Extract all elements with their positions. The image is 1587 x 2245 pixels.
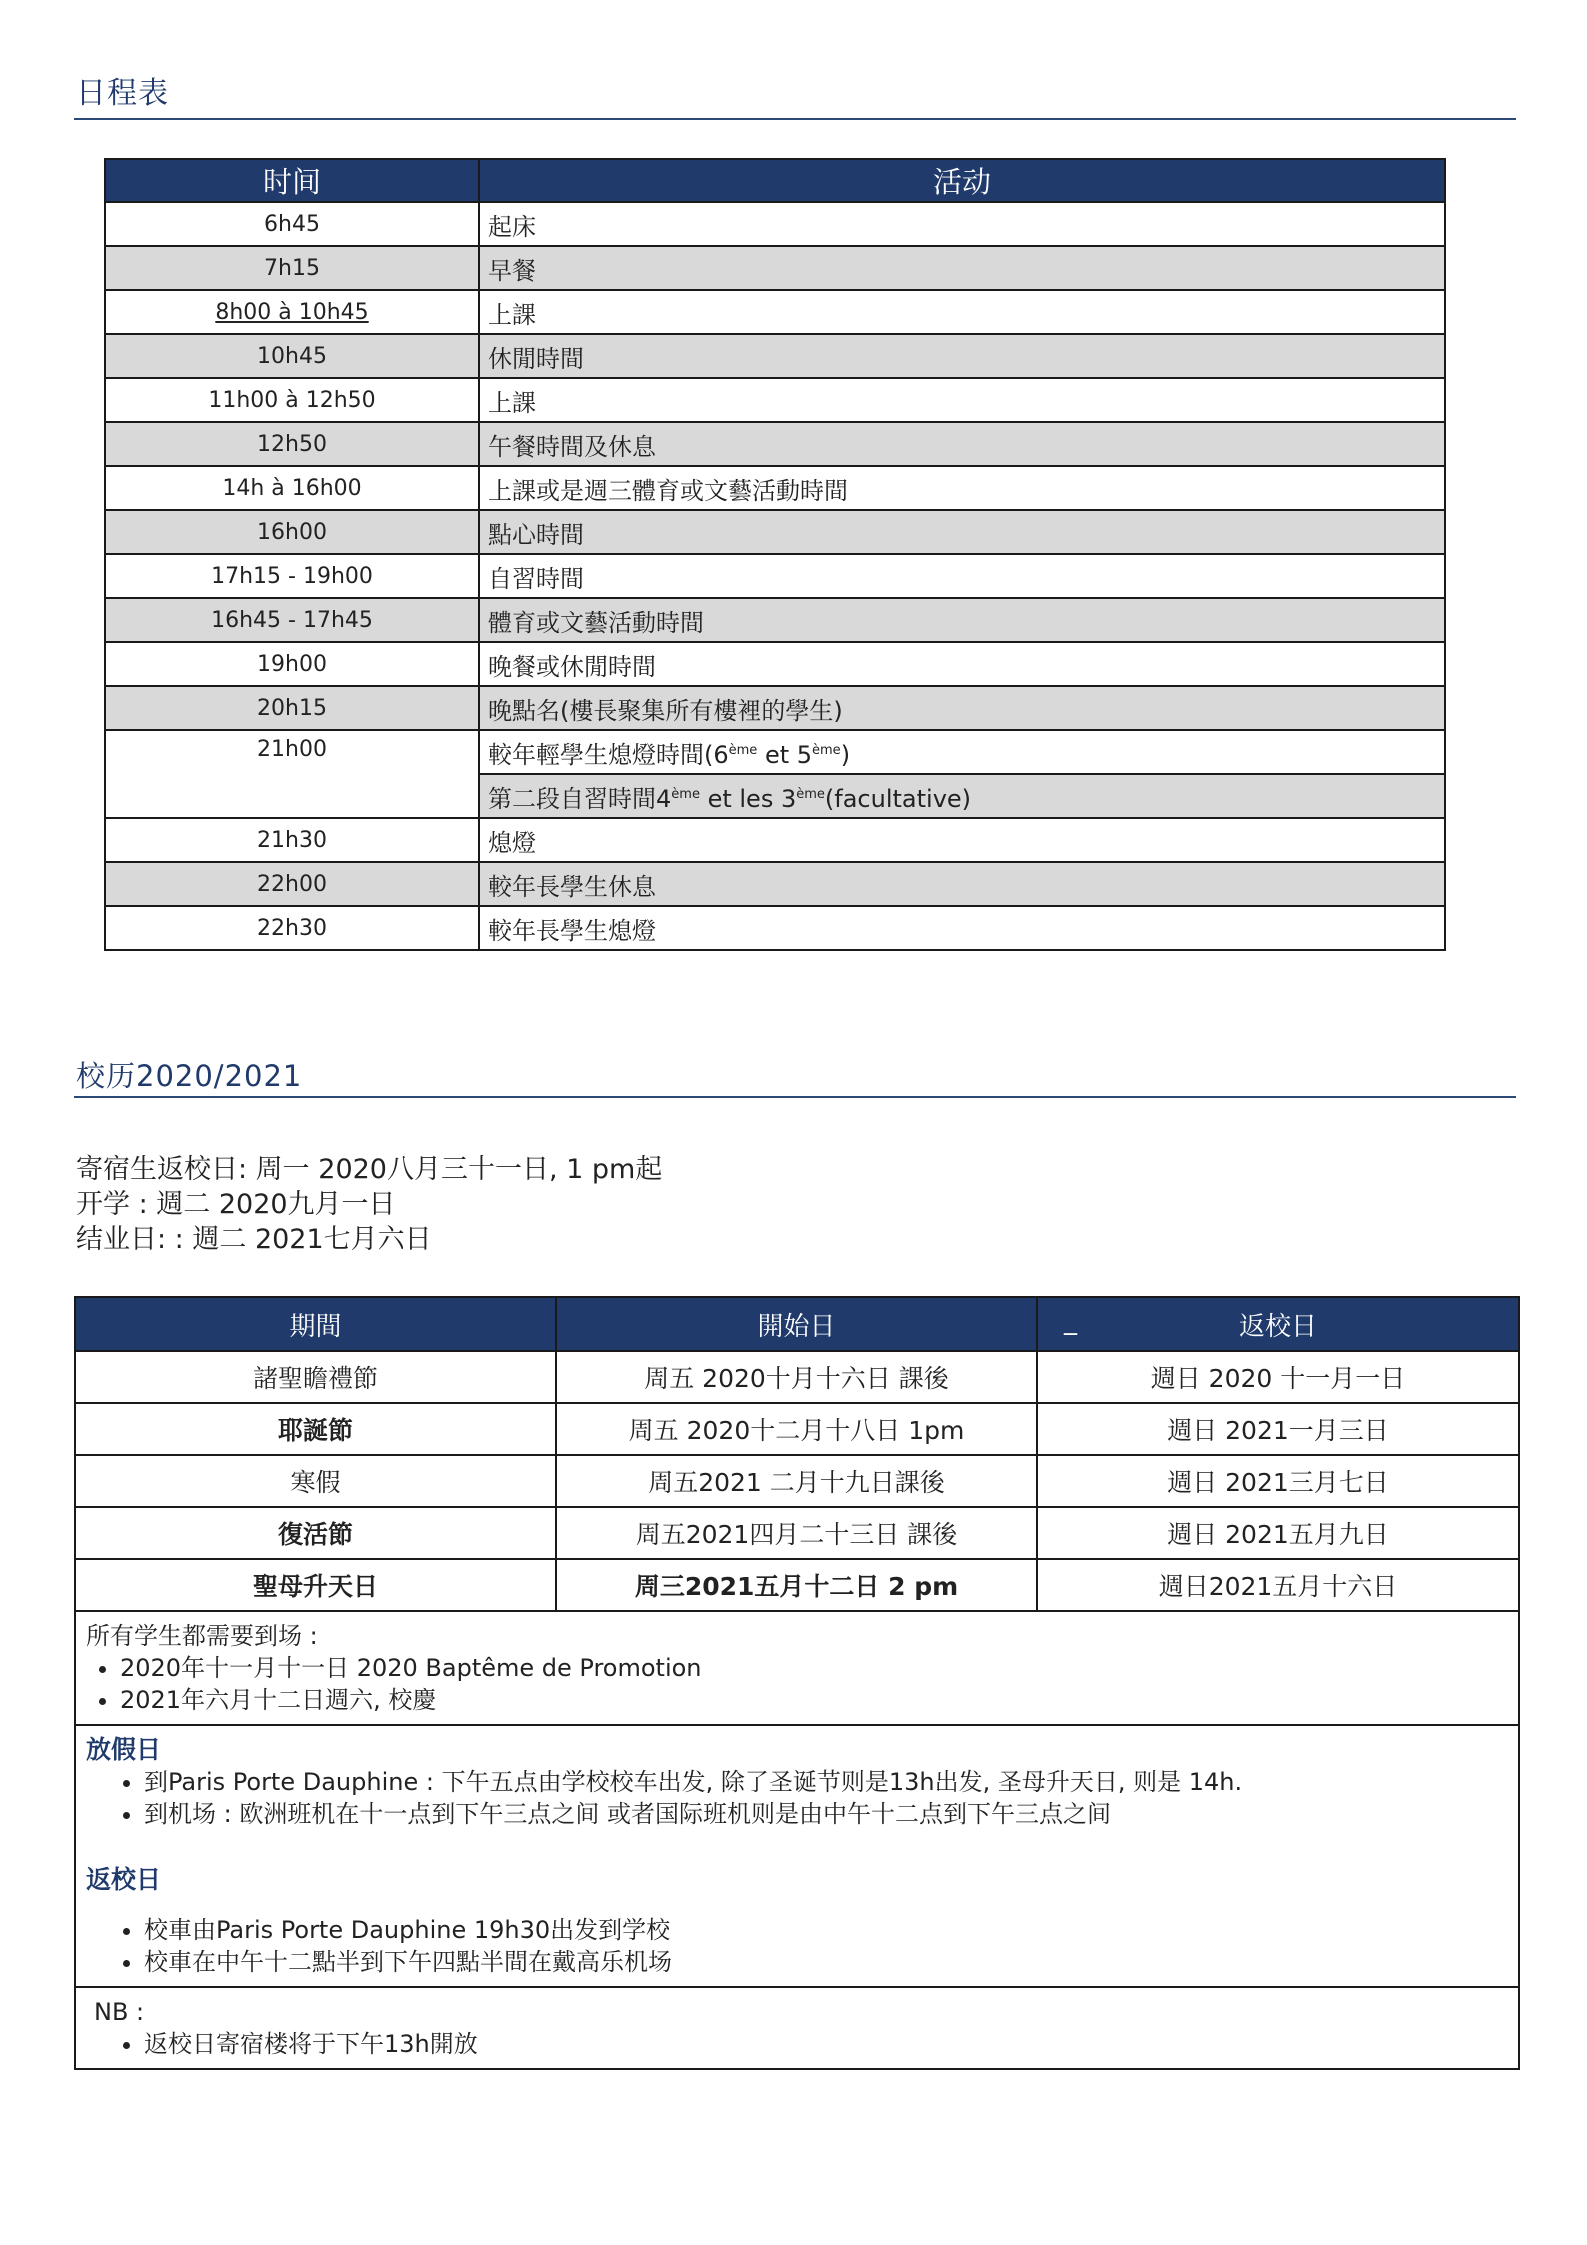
schedule-row [105, 598, 1445, 642]
holiday-return: 週日 2021五月九日 [1037, 1507, 1519, 1559]
nb-list [86, 2028, 1508, 2060]
holiday-start: 周五2021四月二十三日 課後 [556, 1507, 1037, 1559]
schedule-time: 10h45 [105, 334, 479, 378]
calendar-title: 校历2020/2021 [76, 1059, 303, 1093]
schedule-row [105, 554, 1445, 598]
schedule-header-time: 时间 [105, 159, 479, 202]
activity-text: et les 3 [699, 784, 797, 813]
list-item: • 2021年六月十二日週六, 校慶 [120, 1684, 1508, 1716]
schedule-time: 17h15 - 19h00 [105, 554, 479, 598]
holiday-row [75, 1559, 1519, 1611]
holiday-header-return [1037, 1297, 1519, 1351]
return-day-heading: 返校日 [86, 1865, 162, 1894]
schedule-activity: 熄燈 [479, 818, 1445, 862]
superscript: ème [812, 742, 841, 758]
holiday-row [75, 1507, 1519, 1559]
holiday-start: 周五2021 二月十九日課後 [556, 1455, 1037, 1507]
schedule-activity: 午餐時間及休息 [479, 422, 1445, 466]
schedule-activity: 早餐 [479, 246, 1445, 290]
leave-day-heading: 放假日 [86, 1735, 162, 1764]
schedule-activity [479, 774, 1445, 818]
holiday-start: 周五 2020十二月十八日 1pm [556, 1403, 1037, 1455]
schedule-row [105, 510, 1445, 554]
schedule-activity: 上課 [479, 378, 1445, 422]
list-item: • 到Paris Porte Dauphine : 下午五点由学校校车出发, 除了圣诞节则是13h出发, 圣母升天日, 则是 14h. [144, 1766, 1508, 1798]
schedule-activity: 自習時間 [479, 554, 1445, 598]
schedule-time: 21h00 [105, 730, 479, 818]
boarding-return-line: 寄宿生返校日: 周一 2020八月三十一日, 1 pm起 [76, 1154, 663, 1185]
schedule-activity: 休閒時間 [479, 334, 1445, 378]
superscript: ème [728, 742, 758, 758]
schedule-row [105, 466, 1445, 510]
schedule-row [105, 642, 1445, 686]
holiday-period: 寒假 [75, 1455, 556, 1507]
transport-note [75, 1725, 1519, 1987]
header-marker: _ [1064, 1306, 1077, 1336]
list-item: • 2020年十一月十一日 2020 Baptême de Promotion [120, 1652, 1508, 1684]
list-item: • 返校日寄宿楼将于下午13h開放 [144, 2028, 1508, 2060]
schedule-activity: 上課或是週三體育或文藝活動時間 [479, 466, 1445, 510]
schedule-time: 20h15 [105, 686, 479, 730]
leave-day-list [86, 1766, 1508, 1830]
school-start-line: 开学 : 週二 2020九月一日 [76, 1189, 396, 1220]
schedule-row [105, 686, 1445, 730]
calendar-title-rule [74, 1096, 1516, 1098]
holiday-return: 週日 2020 十一月一日 [1037, 1351, 1519, 1403]
holiday-header-row [75, 1297, 1519, 1351]
nb-heading: NB : [94, 1998, 145, 2026]
holiday-period: 諸聖瞻禮節 [75, 1351, 556, 1403]
schedule-header-row [105, 159, 1445, 202]
holiday-header-start: 開始日 [556, 1297, 1037, 1351]
schedule-activity [479, 730, 1445, 774]
schedule-title-rule [74, 118, 1516, 120]
schedule-row [105, 378, 1445, 422]
schedule-time: 16h45 - 17h45 [105, 598, 479, 642]
schedule-row [105, 290, 1445, 334]
schedule-row [105, 906, 1445, 950]
holiday-period: 聖母升天日 [75, 1559, 556, 1611]
activity-text: ) [840, 740, 851, 769]
holiday-header-period: 期間 [75, 1297, 556, 1351]
schedule-table [104, 158, 1446, 951]
schedule-activity: 體育或文藝活動時間 [479, 598, 1445, 642]
return-day-list [86, 1914, 1508, 1978]
holiday-header-return-label: 返校日 [1238, 1311, 1317, 1342]
holiday-return: 週日2021五月十六日 [1037, 1559, 1519, 1611]
schedule-time: 14h à 16h00 [105, 466, 479, 510]
attendance-note [75, 1611, 1519, 1725]
holiday-row [75, 1455, 1519, 1507]
holiday-start: 周五 2020十月十六日 課後 [556, 1351, 1037, 1403]
schedule-header-activity: 活动 [479, 159, 1445, 202]
schedule-row [105, 422, 1445, 466]
holiday-return: 週日 2021一月三日 [1037, 1403, 1519, 1455]
transport-row [75, 1725, 1519, 1987]
schedule-time: 8h00 à 10h45 [105, 290, 479, 334]
schedule-time: 22h30 [105, 906, 479, 950]
schedule-row [105, 246, 1445, 290]
list-item: • 到机场 : 欧洲班机在十一点到下午三点之间 或者国际班机则是由中午十二点到下午三点之间 [144, 1798, 1508, 1830]
schedule-time: 22h00 [105, 862, 479, 906]
schedule-activity: 較年長學生熄燈 [479, 906, 1445, 950]
activity-text: (facultative) [824, 784, 972, 813]
schedule-activity: 點心時間 [479, 510, 1445, 554]
schedule-activity: 晚餐或休閒時間 [479, 642, 1445, 686]
schedule-activity: 上課 [479, 290, 1445, 334]
schedule-time: 7h15 [105, 246, 479, 290]
school-end-line: 结业日: : 週二 2021七月六日 [76, 1224, 432, 1255]
schedule-time: 6h45 [105, 202, 479, 246]
activity-text: 第二段自習時間4 [488, 784, 672, 813]
schedule-time: 11h00 à 12h50 [105, 378, 479, 422]
holiday-start: 周三2021五月十二日 2 pm [556, 1559, 1037, 1611]
holiday-period: 復活節 [75, 1507, 556, 1559]
schedule-activity: 起床 [479, 202, 1445, 246]
schedule-title: 日程表 [76, 76, 169, 111]
holiday-table [74, 1296, 1520, 2070]
attendance-heading: 所有学生都需要到场 : [86, 1622, 318, 1650]
list-item: • 校車由Paris Porte Dauphine 19h30出发到学校 [144, 1914, 1508, 1946]
schedule-time: 16h00 [105, 510, 479, 554]
schedule-activity: 晚點名(樓長聚集所有樓裡的學生) [479, 686, 1445, 730]
list-item: • 校車在中午十二點半到下午四點半間在戴高乐机场 [144, 1946, 1508, 1978]
schedule-row [105, 334, 1445, 378]
schedule-time: 19h00 [105, 642, 479, 686]
nb-note [75, 1987, 1519, 2069]
activity-text: et 5 [757, 740, 813, 769]
calendar-intro [76, 1152, 662, 1257]
holiday-period: 耶誕節 [75, 1403, 556, 1455]
schedule-time: 12h50 [105, 422, 479, 466]
schedule-row [105, 202, 1445, 246]
schedule-row [105, 818, 1445, 862]
nb-row [75, 1987, 1519, 2069]
holiday-row [75, 1403, 1519, 1455]
attendance-row [75, 1611, 1519, 1725]
superscript: ème [796, 786, 825, 802]
schedule-activity: 較年長學生休息 [479, 862, 1445, 906]
schedule-row [105, 862, 1445, 906]
activity-text: 較年輕學生熄燈時間(6 [488, 740, 729, 769]
holiday-row [75, 1351, 1519, 1403]
attendance-list [86, 1652, 1508, 1716]
holiday-return: 週日 2021三月七日 [1037, 1455, 1519, 1507]
schedule-row [105, 730, 1445, 774]
superscript: ème [671, 786, 700, 802]
schedule-time: 21h30 [105, 818, 479, 862]
